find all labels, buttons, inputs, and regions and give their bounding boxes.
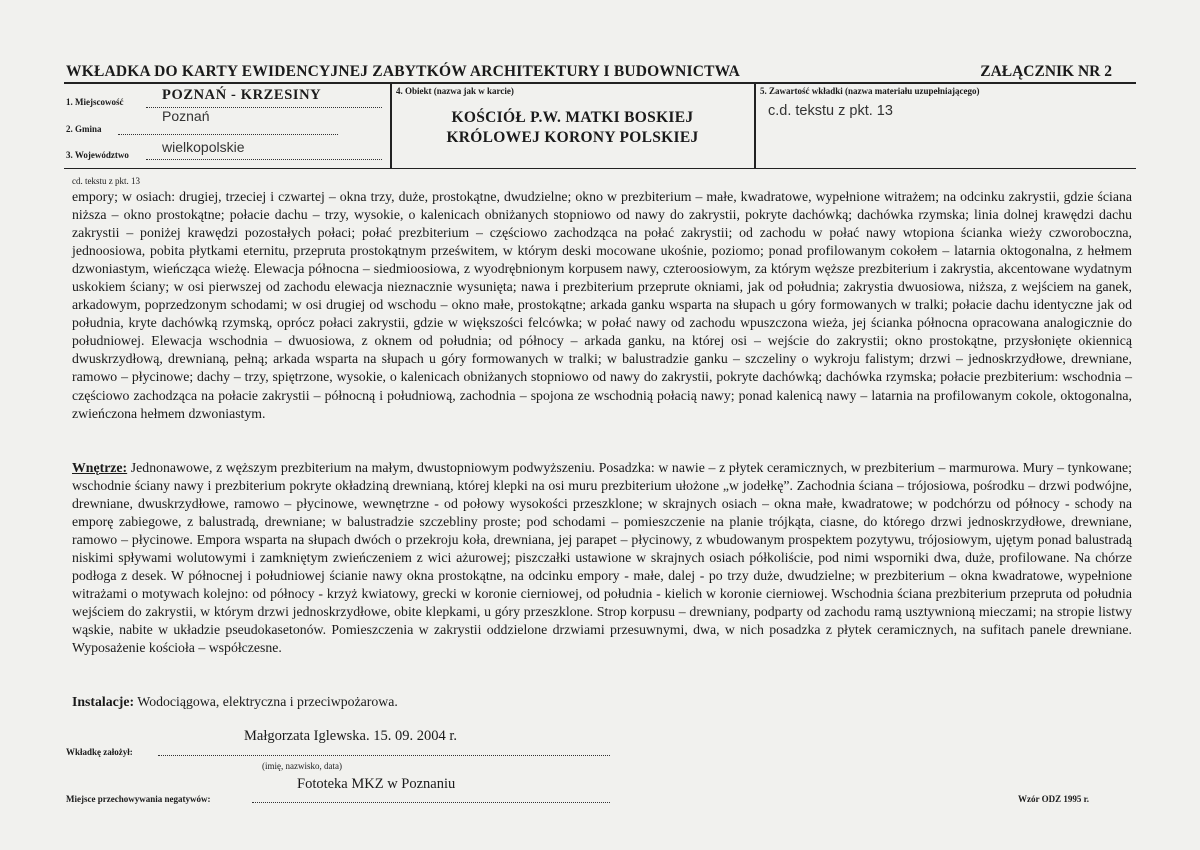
installations-paragraph	[72, 693, 1132, 711]
interior-section	[72, 459, 1132, 658]
description-text	[72, 188, 1132, 423]
author-field-line	[158, 755, 610, 756]
object-name-line-2: KRÓLOWEJ KORONY POLSKIEJ	[446, 129, 699, 146]
commune-value: Poznań	[162, 108, 210, 124]
interior-heading: Wnętrze:	[72, 460, 128, 475]
box-bottom-rule	[64, 168, 1136, 169]
contents-value: c.d. tekstu z pkt. 13	[768, 103, 893, 119]
storage-field-line	[252, 802, 610, 803]
storage-label: Miejsce przechowywania negatywów:	[66, 794, 211, 804]
contents-label: 5. Zawartość wkładki (nazwa materiału uzupełniającego)	[760, 86, 980, 96]
continuation-note: cd. tekstu z pkt. 13	[72, 176, 140, 186]
form-title: WKŁADKA DO KARTY EWIDENCYJNEJ ZABYTKÓW ARCHITEKTURY I BUDOWNICTWA	[66, 63, 741, 80]
town-label: 1. Miejscowość	[66, 97, 124, 107]
author-hint: (imię, nazwisko, data)	[262, 761, 342, 771]
commune-field-line	[118, 134, 338, 135]
installations-text: Wodociągowa, elektryczna i przeciwpożarowa.	[134, 694, 398, 709]
commune-label: 2. Gmina	[66, 124, 102, 134]
box-divider-1	[390, 83, 392, 169]
storage-value: Fototeka MKZ w Poznaniu	[297, 776, 456, 792]
interior-paragraph	[72, 459, 1132, 658]
author-value: Małgorzata Iglewska. 15. 09. 2004 r.	[244, 728, 458, 744]
object-name-line-1: KOŚCIÓŁ P.W. MATKI BOSKIEJ	[451, 109, 694, 126]
author-label: Wkładkę założył:	[66, 747, 133, 757]
installations-section	[72, 693, 1132, 711]
voivodeship-label: 3. Województwo	[66, 150, 129, 160]
object-name	[395, 108, 750, 148]
box-divider-2	[754, 83, 756, 169]
interior-description: Jednonawowe, z węższym prezbiterium na małym, dwustopniowym podwyższeniu. Posadzka: w nawie – z płytek ceramicznych, w prezbiterium – marmurowa. Mury – tynkowane; wschodnie ściany nawy i prezbiterium pokryte okładziną drewnianą, której klepki na osi muru prezbiterium ułożone „w jodełkę”. Zachodnia ściana – trójosiowa, pośrodku – drzwi podwójne, drewniane, dwuskrzydłowe, ramowo – płycinowe, wewnętrzne - od połowy wysokości przeszklone; w skrajnych osiach – okna małe, kwadratowe; w podchórzu od północy - schody na emporę zabiegowe, z balustradą, drewniane; w balustradzie szczebliny proste; pod schodami – pomieszczenie na planie trójkąta, ciasne, do którego drzwi jednoskrzydłowe, drewniane, ramowo – płycinowe. Empora wsparta na słupach dwóch o przekroju koła, drewniana, jej parapet – płycinowy, z wbudowanym prospektem pozytywu, trójosiowym, ujętym ponad balustradą niskimi spływami wolutowymi i zamkniętym zwieńczeniem z wici ażurowej; piszczałki ustawione w skrajnych osiach półkoliście, pod nimi wsporniki dwa, duże, profilowane. Na chórze podłoga z desek. W północnej i południowej ścianie nawy okna prostokątne, na odcinku empory - małe, dalej - po trzy duże, dwudzielne; w prezbiterium – okna kwadratowe, wypełnione witrażami o motywach kolejno: od północy - krzyż kwiatowy, grecki w koronie cierniowej, od południa - kielich w koronie cierniowej. Wschodnia ściana prezbiterium przepruta od południa wejściem do zakrystii, w którym drzwi jednoskrzydłowe, obite klepkami, u góry przeszklone. Strop korpusu – drewniany, podparty od zachodu ramą usztywnioną mieczami; na stropie listwy wąskie, nabite w układzie pseudokasetonów. Pomieszczenia w zakrystii oddzielone drzwiami przesuwnymi, dwa, w nich posadzka z płytek ceramicznych, na sufitach panele drewniane. Wyposażenie kościoła – współczesne.	[72, 460, 1132, 656]
object-label: 4. Obiekt (nazwa jak w karcie)	[396, 86, 514, 96]
form-code: Wzór ODZ 1995 r.	[1018, 794, 1089, 804]
exterior-description: empory; w osiach: drugiej, trzeciej i czwartej – okna trzy, duże, prostokątne, dwudzielne; okno w prezbiterium – małe, kwadratowe, wypełnione witrażem; na odcinku zakrystii, gdzie ściana niższa – okno prostokątne; połacie dachu – trzy, wysokie, o kalenicach obniżanych stopniowo od nawy do zakrystii, pokryte dachówką; dachówka rzymska; linia dolnej krawędzi dachu zakrystii – poniżej krawędzi pozostałych połaci; połać prezbiterium – częściowo zachodząca na połać zakrystii; od zachodu w połać nawy wtopiona ścianka wieży czworoboczna, jednoosiowa, pobita płytkami eternitu, przepruta prostokątnym prześwitem, w którym deski mocowane ukośnie, poziomo; ponad profilowanym cokołem – latarnia oktogonalna, z hełmem dzwoniastym, wieńcząca wieżę. Elewacja północna – siedmioosiowa, z wyodrębnionym korpusem nawy, czteroosiowym, za którym węższe prezbiterium i zakrystia, akcentowane wydatnym uskokiem ściany; w osi pierwszej od zachodu elewacja nieznacznie wysunięta; nawa i prezbiterium przeprute okniami, jak od południa; zakrystia dwuosiowa, niższa, z wejściem na ganek, arkadowym, poprzedzonym schodami; w osi drugiej od wschodu – okno małe, prostokątne; arkada ganku wsparta na słupach u góry formowanych w tralki; połacie dachu identyczne jak od południa, kryte dachówką rzymską, oprócz połaci zakrystii, gdzie w większości felcówka; w połać nawy od zachodu wpuszczona wieża, jej ścianka północna opracowana analogicznie do południowej. Elewacja wschodnia – dwuosiowa, z oknem od południa; od północy – arkada ganku, na której osi – wejście do zakrystii; okno prostokątne, przysłonięte okiennicą dwuskrzydłową, drewnianą, pełną; arkada wsparta na słupach u góry formowanych w tralki; w balustradzie ganku – szczeliny o wykroju falistym; drzwi – jednoskrzydłowe, drewniane, ramowo – płycinowe; dachy – trzy, spiętrzone, wysokie, o kalenicach obniżanych stopniowo od nawy do zakrystii, pokryte dachówką; dachówka rzymska; połacie prezbiterium: wschodnia – częściowo zachodząca na połacie zakrystii – północną i południową, zachodnia – spojona ze wschodnią połacią nawy; ponad kalenicą nawy – latarnia na profilowanym cokole, oktogonalna, zwieńczona hełmem dzwoniastym.	[72, 189, 1132, 421]
voivodeship-field-line	[146, 159, 382, 160]
town-value: POZNAŃ - KRZESINY	[162, 87, 322, 103]
header-rule	[64, 82, 1136, 84]
voivodeship-value: wielkopolskie	[162, 139, 245, 155]
annex-number: ZAŁĄCZNIK NR 2	[980, 63, 1112, 80]
installations-heading: Instalacje:	[72, 694, 135, 709]
